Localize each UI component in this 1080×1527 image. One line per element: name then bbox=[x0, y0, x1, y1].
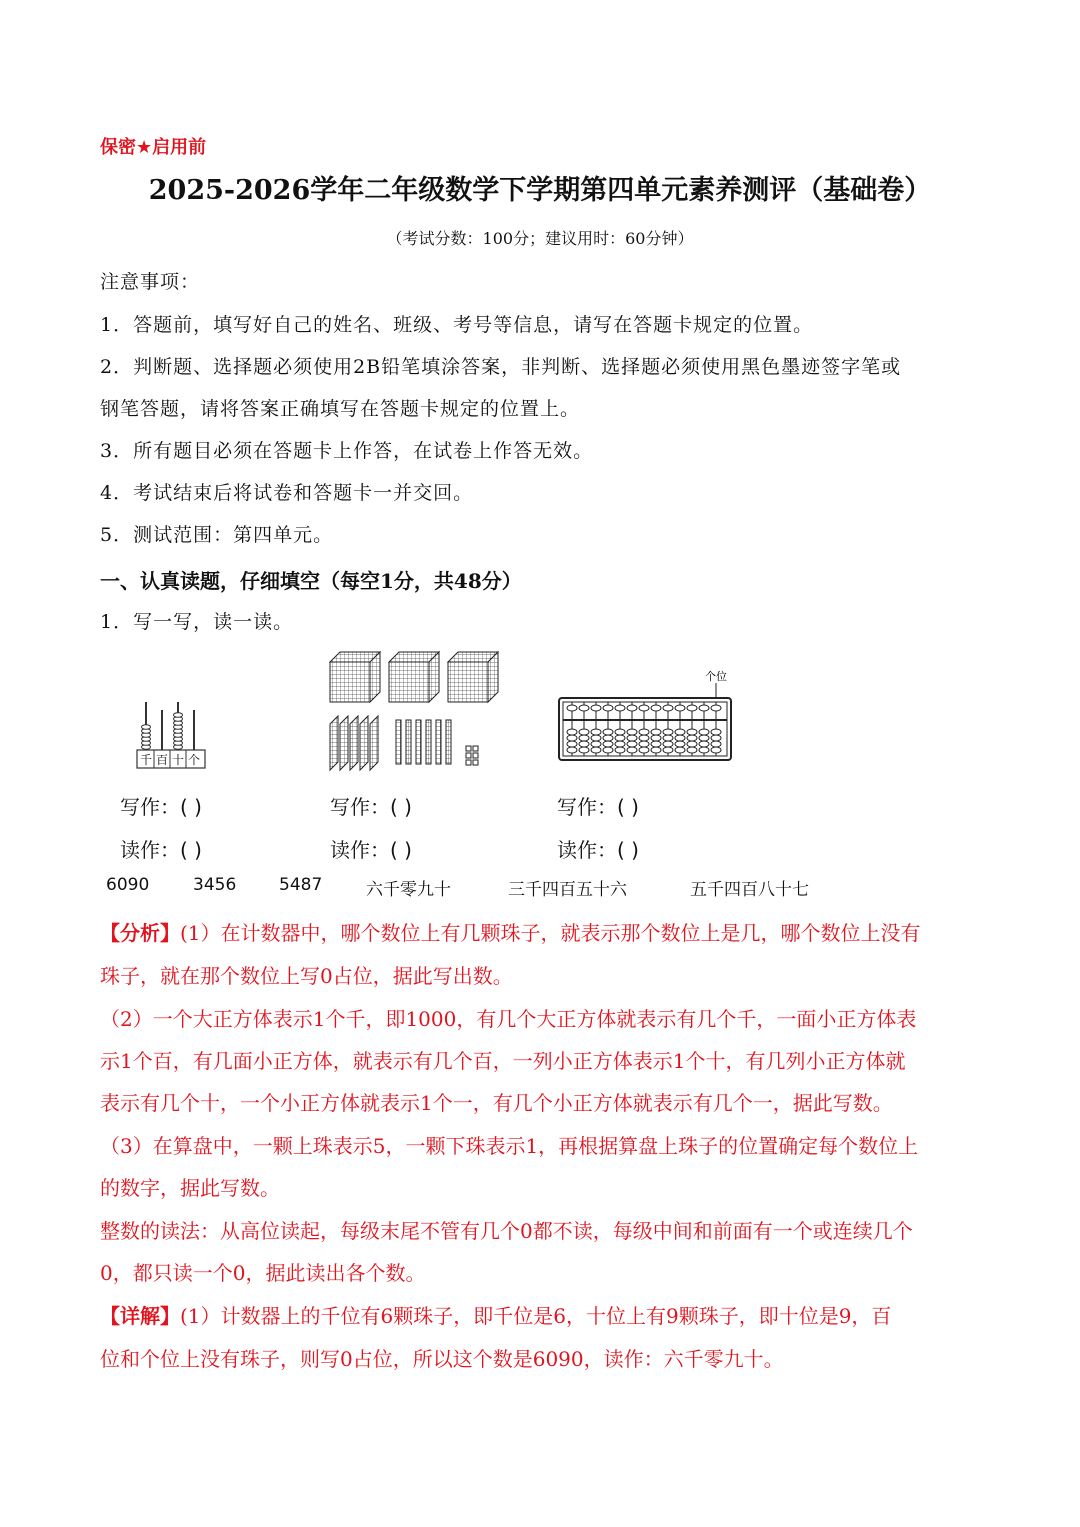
answer-value: 五千四百八十七 bbox=[690, 880, 809, 900]
read-blank: 读作：( ) bbox=[557, 838, 639, 862]
notice-item: 1．答题前，填写好自己的姓名、班级、考号等信息，请写在答题卡规定的位置。 bbox=[100, 314, 814, 336]
question-1: 1．写一写，读一读。 bbox=[100, 611, 294, 633]
read-blank: 读作：( ) bbox=[330, 838, 412, 862]
exam-subtitle: （考试分数：100分；建议用时：60分钟） bbox=[386, 229, 694, 248]
detail-line bbox=[100, 1300, 891, 1329]
page-title: 2025-2026学年二年级数学下学期第四单元素养测评（基础卷） bbox=[148, 175, 932, 206]
section-heading: 一、认真读题，仔细填空（每空1分，共48分） bbox=[100, 569, 522, 593]
confidential-label: 保密★启用前 bbox=[100, 137, 207, 158]
counter-label: 十 bbox=[171, 753, 185, 767]
abacus-figure bbox=[556, 668, 738, 764]
abacus-ones-label: 个位 bbox=[705, 670, 727, 683]
notice-item: 3．所有题目必须在答题卡上作答，在试卷上作答无效。 bbox=[100, 440, 594, 462]
detail-tag: 【详解】 bbox=[100, 1304, 180, 1328]
counter-label: 个 bbox=[187, 753, 201, 767]
detail-line: 位和个位上没有珠子，则写0占位，所以这个数是6090，读作：六千零九十。 bbox=[100, 1347, 784, 1371]
counter-figure bbox=[136, 700, 208, 770]
answer-value: 5487 bbox=[279, 875, 323, 895]
detail-text: (1）计数器上的千位有6颗珠子，即千位是6，十位上有9颗珠子，即十位是9，百 bbox=[180, 1304, 892, 1328]
analysis-line bbox=[100, 917, 921, 946]
answer-value: 六千零九十 bbox=[366, 880, 451, 900]
answer-value: 3456 bbox=[193, 875, 237, 895]
read-blank: 读作：( ) bbox=[120, 838, 202, 862]
notice-item: 4．考试结束后将试卷和答题卡一并交回。 bbox=[100, 482, 474, 504]
write-blank: 写作：( ) bbox=[557, 795, 639, 819]
analysis-line: 珠子，就在那个数位上写0占位，据此写出数。 bbox=[100, 964, 513, 988]
counter-label: 千 bbox=[139, 753, 153, 767]
notice-heading: 注意事项： bbox=[100, 271, 201, 293]
analysis-tag: 【分析】 bbox=[100, 921, 180, 945]
analysis-line: 的数字，据此写数。 bbox=[100, 1176, 280, 1200]
answer-value: 三千四百五十六 bbox=[508, 880, 627, 900]
counter-label: 百 bbox=[155, 753, 169, 767]
analysis-line: 整数的读法：从高位读起，每级末尾不管有几个0都不读，每级中间和前面有一个或连续几个 bbox=[100, 1219, 913, 1243]
analysis-line: （3）在算盘中，一颗上珠表示5，一颗下珠表示1，再根据算盘上珠子的位置确定每个数位上 bbox=[100, 1134, 919, 1158]
analysis-text: (1）在计数器中，哪个数位上有几颗珠子，就表示那个数位上是几，哪个数位上没有 bbox=[180, 921, 921, 945]
answer-value: 6090 bbox=[106, 875, 150, 895]
analysis-line: 0，都只读一个0，据此读出各个数。 bbox=[100, 1261, 426, 1285]
notice-item: 5．测试范围：第四单元。 bbox=[100, 524, 334, 546]
analysis-line: （2）一个大正方体表示1个千，即1000，有几个大正方体就表示有几个千，一面小正方体表 bbox=[100, 1007, 917, 1031]
write-blank: 写作：( ) bbox=[330, 795, 412, 819]
cubes-figure bbox=[328, 650, 508, 774]
analysis-line: 示1个百，有几面小正方体，就表示有几个百，一列小正方体表示1个十，有几列小正方体就 bbox=[100, 1049, 906, 1073]
notice-item: 2．判断题、选择题必须使用2B铅笔填涂答案，非判断、选择题必须使用黑色墨迹签字笔或 bbox=[100, 356, 902, 378]
notice-item: 钢笔答题，请将答案正确填写在答题卡规定的位置上。 bbox=[100, 398, 581, 420]
write-blank: 写作：( ) bbox=[120, 795, 202, 819]
analysis-line: 表示有几个十，一个小正方体就表示1个一，有几个小正方体就表示有几个一，据此写数。 bbox=[100, 1091, 893, 1115]
